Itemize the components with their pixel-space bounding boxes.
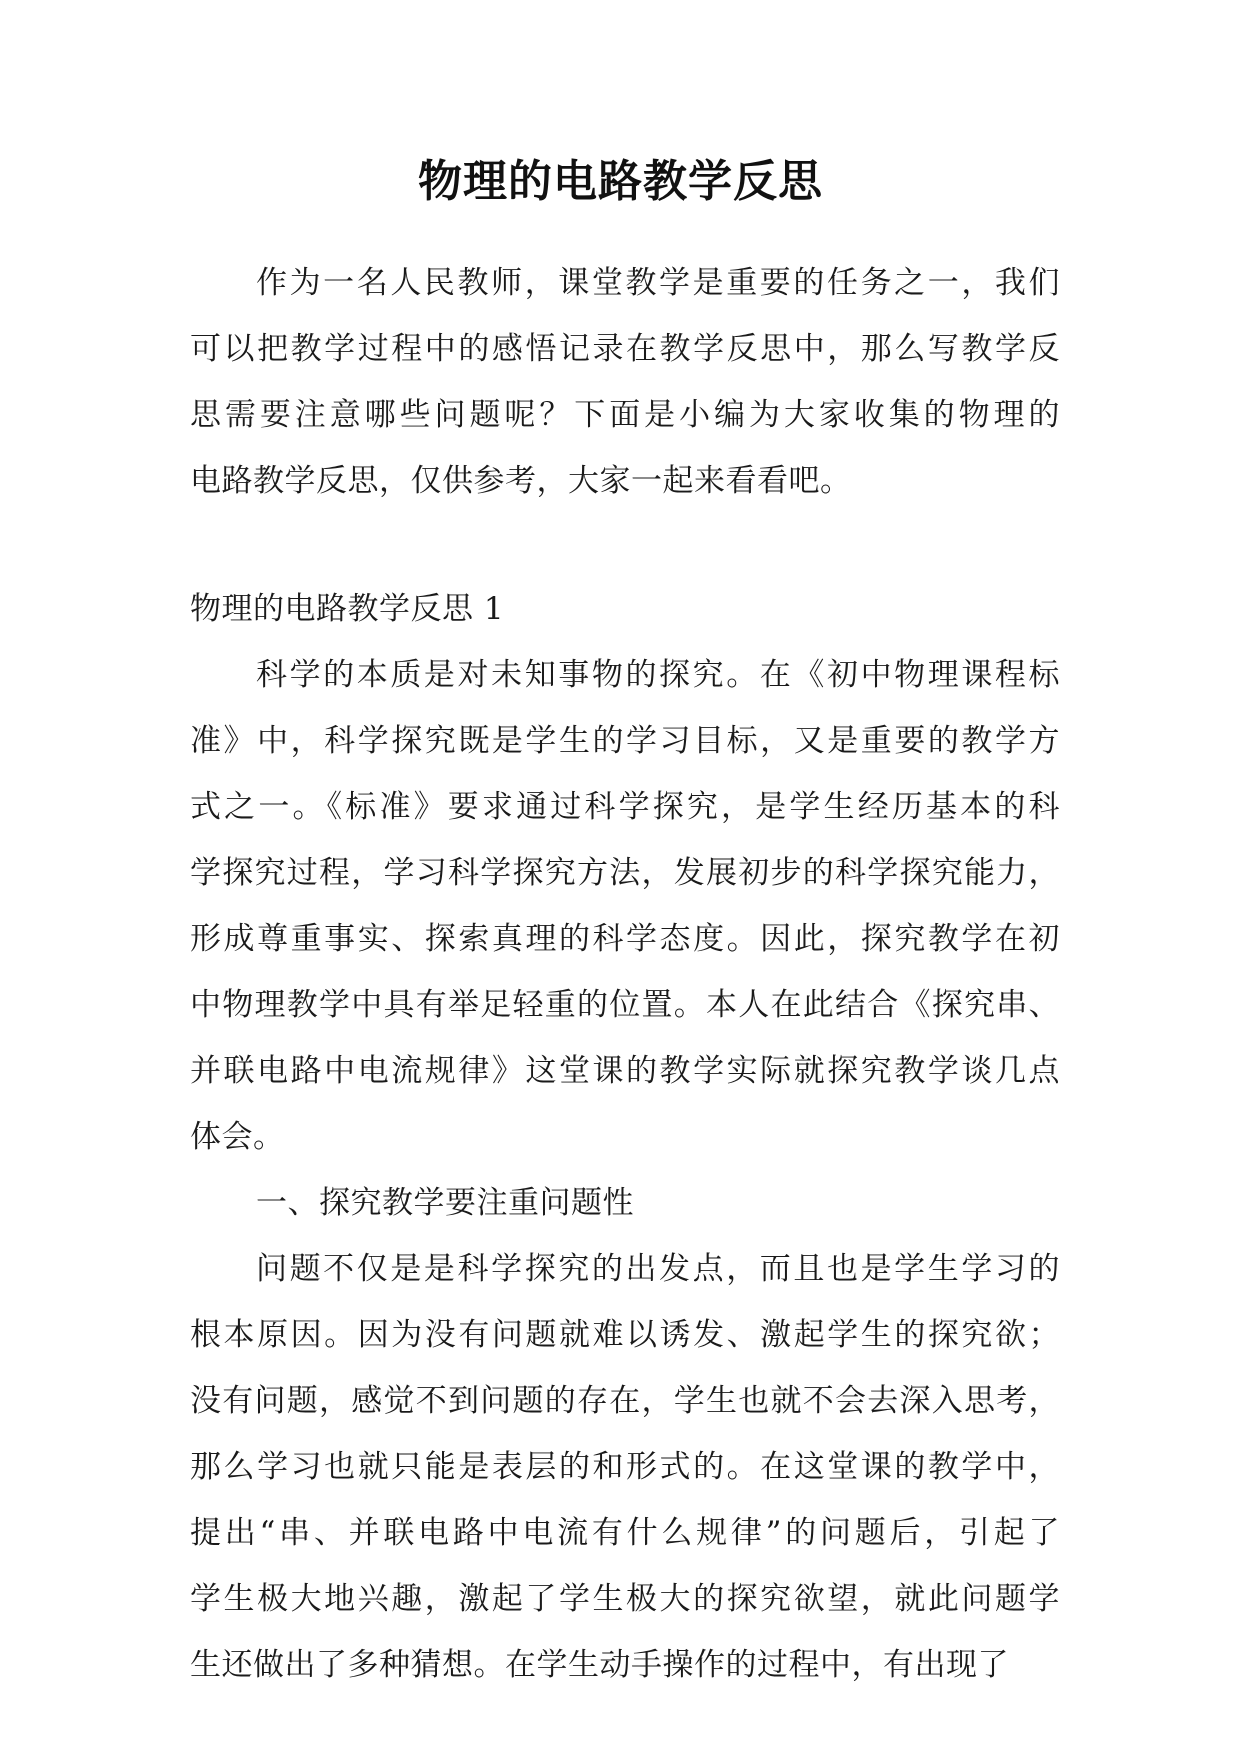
- document-title: 物理的电路教学反思: [418, 156, 823, 207]
- paragraph-line: 问题不仅是是科学探究的出发点，而且也是学生学习的: [256, 1251, 1060, 1287]
- paragraph-line: 形成尊重事实、探索真理的科学态度。因此，探究教学在初: [190, 921, 1060, 957]
- paragraph-line: 学生极大地兴趣，激起了学生极大的探究欲望，就此问题学: [190, 1581, 1060, 1617]
- paragraph-line: 中物理教学中具有举足轻重的位置。本人在此结合《探究串、: [190, 987, 1060, 1023]
- paragraph-line: 科学的本质是对未知事物的探究。在《初中物理课程标: [256, 657, 1060, 693]
- paragraph-line: 准》中，科学探究既是学生的学习目标，又是重要的教学方: [190, 723, 1060, 759]
- paragraph-line: 并联电路中电流规律》这堂课的教学实际就探究教学谈几点: [190, 1053, 1060, 1089]
- paragraph-2: [190, 1236, 1060, 1698]
- intro-line: 电路教学反思，仅供参考，大家一起来看看吧。: [190, 463, 852, 499]
- intro-paragraph: [190, 250, 1060, 514]
- paragraph-line: 生还做出了多种猜想。在学生动手操作的过程中，有出现了: [190, 1647, 1009, 1683]
- intro-line: 思需要注意哪些问题呢？下面是小编为大家收集的物理的: [190, 397, 1060, 433]
- paragraph-line: 式之一。《标准》要求通过科学探究，是学生经历基本的科: [190, 789, 1060, 825]
- subheading: 一、探究教学要注重问题性: [256, 1185, 634, 1221]
- paragraph-line: 根本原因。因为没有问题就难以诱发、激起学生的探究欲；: [190, 1317, 1060, 1353]
- paragraph-line: 体会。: [190, 1119, 285, 1155]
- paragraph-line: 提出“串、并联电路中电流有什么规律”的问题后，引起了: [190, 1515, 1060, 1551]
- paragraph-line: 没有问题，感觉不到问题的存在，学生也就不会去深入思考，: [190, 1383, 1060, 1419]
- section-heading-block: [190, 576, 1060, 642]
- subheading-block: [190, 1170, 1060, 1236]
- intro-line: 可以把教学过程中的感悟记录在教学反思中，那么写教学反: [190, 331, 1060, 367]
- paragraph-line: 学探究过程，学习科学探究方法，发展初步的科学探究能力，: [190, 855, 1060, 891]
- section-heading: 物理的电路教学反思 1: [190, 591, 505, 627]
- intro-line: 作为一名人民教师，课堂教学是重要的任务之一，我们: [256, 265, 1060, 301]
- paragraph-line: 那么学习也就只能是表层的和形式的。在这堂课的教学中，: [190, 1449, 1060, 1485]
- paragraph-1: [190, 642, 1060, 1170]
